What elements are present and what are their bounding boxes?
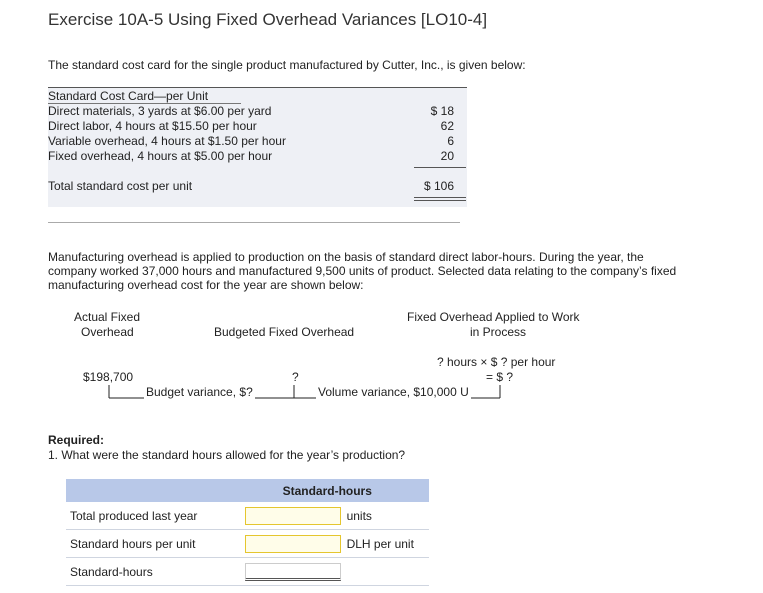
cost-row-amount: 62	[440, 119, 454, 133]
applied-overhead-heading: in Process	[470, 325, 527, 339]
intro-text: The standard cost card for the single product manufactured by Cutter, Inc., is given below:	[48, 58, 526, 72]
row-unit	[343, 558, 429, 586]
table-row	[66, 502, 429, 530]
subtotal-rule	[414, 167, 466, 168]
applied-formula: ? hours × $ ? per hour	[437, 355, 556, 369]
card-top-rule	[48, 87, 467, 88]
row-label: Standard hours per unit	[66, 530, 243, 558]
table-row	[66, 558, 429, 586]
budgeted-overhead-heading: Budgeted Fixed Overhead	[214, 325, 355, 339]
units-produced-input[interactable]	[245, 507, 341, 525]
budgeted-overhead-value: ?	[292, 370, 299, 384]
applied-overhead-heading: Fixed Overhead Applied to Work	[407, 310, 580, 324]
budget-variance-label: Budget variance, $?	[146, 385, 253, 399]
input-cell	[243, 530, 343, 558]
actual-overhead-heading: Actual Fixed	[74, 310, 141, 324]
cost-row-amount: 6	[447, 134, 454, 148]
volume-variance-label: Volume variance, $10,000 U	[318, 385, 469, 399]
section-divider	[48, 222, 460, 223]
total-cost-label: Total standard cost per unit	[48, 179, 193, 193]
total-double-rule	[414, 200, 466, 201]
standard-hours-header: Standard-hours	[243, 479, 429, 502]
cost-row-label: Variable overhead, 4 hours at $1.50 per hour	[48, 134, 286, 148]
table-row	[66, 530, 429, 558]
row-label: Standard-hours	[66, 558, 243, 586]
cost-row-label: Direct materials, 3 yards at $6.00 per yard	[48, 104, 272, 118]
standard-hours-per-unit-input[interactable]	[245, 535, 341, 553]
cost-row-amount: 20	[440, 149, 454, 163]
cost-card-heading: Standard Cost Card—per Unit	[48, 89, 209, 103]
required-question: 1. What were the standard hours allowed for the year’s production?	[48, 448, 406, 462]
description-paragraph: Manufacturing overhead is applied to production on the basis of standard direct labor-hours. During the year, the company worked 37,000 hours and manufactured 9,500 units of product. Selected data relating to the company’s fixed manufacturing overhead cost for the year are shown below:	[48, 250, 677, 292]
page-title: Exercise 10A-5 Using Fixed Overhead Variances [LO10-4]	[48, 10, 488, 29]
input-cell	[243, 502, 343, 530]
standard-hours-total-input[interactable]	[245, 563, 341, 581]
cost-row-label: Direct labor, 4 hours at $15.50 per hour	[48, 119, 257, 133]
answer-table	[66, 479, 429, 586]
total-double-rule	[414, 197, 466, 198]
row-unit: units	[343, 502, 429, 530]
answer-table-header-row	[66, 479, 429, 502]
required-heading: Required:	[48, 433, 105, 447]
row-unit: DLH per unit	[343, 530, 429, 558]
cost-row-label: Fixed overhead, 4 hours at $5.00 per hour	[48, 149, 273, 163]
total-cost-amount: $ 106	[423, 179, 454, 193]
input-cell	[243, 558, 343, 586]
actual-overhead-heading: Overhead	[81, 325, 134, 339]
row-label: Total produced last year	[66, 502, 243, 530]
cost-row-amount: $ 18	[430, 104, 454, 118]
actual-overhead-value: $198,700	[83, 370, 134, 384]
applied-formula-result: = $ ?	[486, 370, 514, 384]
header-spacer	[66, 479, 243, 502]
